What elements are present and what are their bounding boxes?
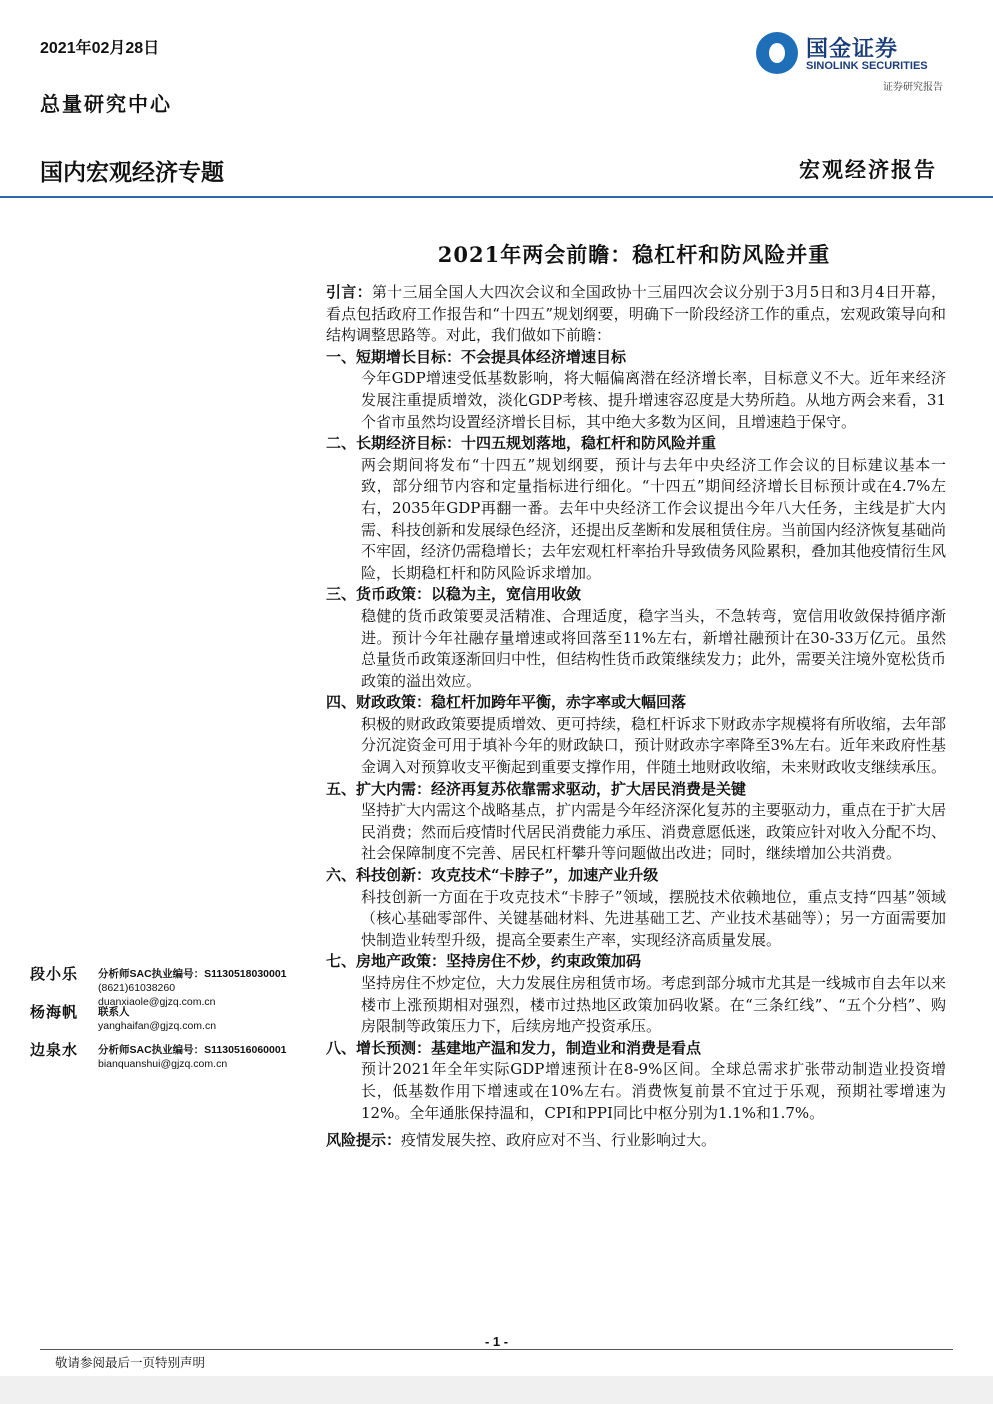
analyst-name: 段小乐 [30, 965, 79, 983]
report-title: 2021年两会前瞻：稳杠杆和防风险并重 [437, 242, 831, 267]
analyst-sac-number: S1130518030001 [204, 968, 287, 980]
section-title: 三、货币政策：以稳为主，宽信用收敛 [326, 585, 582, 604]
section [326, 865, 946, 951]
analyst-info [98, 1043, 287, 1071]
section [326, 951, 946, 1037]
header-divider [0, 196, 993, 198]
section-body: 稳健的货币政策要灵活精准、合理适度，稳字当头，不急转弯，宽信用收敛保持循序渐进。预计今年社融存量增速或将回落至11%左右，新增社融预计在30-33万亿元。虽然总量货币政策逐渐回归中性，但结构性货币政策继续发力；此外，需要关注境外宽松货币政策的溢出效应。 [361, 606, 947, 690]
section [326, 692, 946, 778]
risk-warning [326, 1130, 946, 1152]
intro-text: 第十三届全国人大四次会议和全国政协十三届四次会议分别于3月5日和3月4日开幕，看点包括政府工作报告和“十四五”规划纲要，明确下一阶段经济工作的重点，宏观政策导向和结构调整思路等。对此，我们做如下前瞻： [326, 283, 946, 345]
section-title: 八、增长预测：基建地产温和发力，制造业和消费是看点 [326, 1038, 702, 1057]
section [326, 779, 946, 865]
footer-disclaimer: 敬请参阅最后一页特别声明 [55, 1355, 206, 1370]
report-date: 2021年02月28日 [40, 40, 160, 57]
section-body: 坚持扩大内需这个战略基点，扩内需是今年经济深化复苏的主要驱动力，重点在于扩大居民消费；然而后疫情时代居民消费能力承压、消费意愿低迷，政策应针对收入分配不均、社会保障制度不完善、居民杠杆攀升等问题做出改进；同时，继续增加公共消费。 [361, 801, 947, 863]
section [326, 584, 946, 692]
analyst-role: 联系人 [98, 1006, 130, 1018]
analyst-sac-number: S1130516060001 [204, 1044, 287, 1056]
analyst-list [30, 963, 320, 1077]
report-type: 宏观经济报告 [799, 157, 937, 182]
intro-label: 引言： [326, 283, 372, 301]
report-label: 证券研究报告 [883, 82, 943, 93]
logo-english-name: SINOLINK SECURITIES [806, 60, 928, 72]
analyst-name: 杨海帆 [30, 1003, 79, 1021]
section-body: 预计2021年全年实际GDP增速预计在8-9%区间。全球总需求扩张带动制造业投资增长，低基数作用下增速或在10%左右。消费恢复前景不宜过于乐观，预期社零增速为12%。全年通胀保持温和，CPI和PPI同比中枢分别为1.1%和1.7%。 [361, 1060, 946, 1122]
section-title: 一、短期增长目标：不会提具体经济增速目标 [326, 347, 627, 366]
section-body: 科技创新一方面在于攻克技术“卡脖子”领域，摆脱技术依赖地位，重点支持“四基”领域（核心基础零部件、关键基础材料、先进基础工艺、产业技术基础等）；另一方面需要加快制造业转型升级，提高全要素生产率，实现经济高质量发展。 [361, 887, 946, 949]
research-center-name: 总量研究中心 [40, 92, 172, 116]
page-number: - 1 - [484, 1334, 509, 1349]
analyst-entry [30, 963, 320, 1008]
analyst-entry [30, 1039, 320, 1077]
section-title: 六、科技创新：攻克技术“卡脖子”，加速产业升级 [326, 866, 659, 885]
section-title: 七、房地产政策：坚持房住不炒，约束政策加码 [326, 952, 642, 971]
footer-divider [40, 1349, 953, 1350]
analyst-phone: (8621)61038260 [98, 982, 176, 994]
analyst-entry [30, 1001, 320, 1039]
footer-band [0, 1376, 993, 1404]
risk-text: 疫情发展失控、政府应对不当、行业影响过大。 [401, 1131, 717, 1150]
section-title: 四、财政政策：稳杠杆加跨年平衡，赤字率或大幅回落 [326, 693, 687, 712]
analyst-email[interactable]: duanxiaole@gjzq.com.cn [98, 996, 216, 1008]
intro-paragraph [326, 282, 946, 347]
section [326, 1038, 946, 1124]
analyst-name: 边泉水 [30, 1041, 79, 1059]
logo-mark-icon [756, 32, 798, 74]
analyst-role: 分析师SAC执业编号： [98, 1044, 205, 1056]
company-logo [756, 32, 946, 76]
section-body: 坚持房住不炒定位，大力发展住房租赁市场。考虑到部分城市尤其是一线城市自去年以来楼市上涨预期相对强烈，楼市过热地区政策加码收紧。在“三条红线”、“五个分档”、购房限制等政策压力下，后续房地产投资承压。 [361, 974, 947, 1036]
risk-label: 风险提示： [326, 1131, 402, 1150]
section-body: 两会期间将发布“十四五”规划纲要，预计与去年中央经济工作会议的目标建议基本一致，部分细节内容和定量指标进行细化。“十四五”期间经济增长目标预计或在4.7%左右，2035年GDP再翻一番。去年中央经济工作会议提出今年八大任务，主线是扩大内需、科技创新和发展绿色经济，还提出反垄断和发展租赁住房。当前国内经济恢复基础尚不牢固，经济仍需稳增长；去年宏观杠杆率抬升导致债务风险累积，叠加其他疫情衍生风险，长期稳杠杆和防风险诉求增加。 [361, 455, 947, 582]
analyst-email[interactable]: yanghaifan@gjzq.com.cn [98, 1020, 217, 1032]
section [326, 347, 946, 433]
section-body: 积极的财政政策要提质增效、更可持续，稳杠杆诉求下财政赤字规模将有所收缩，去年部分沉淀资金可用于填补今年的财政缺口，预计财政赤字率降至3%左右。近年来政府性基金调入对预算收支平衡起到重要支撑作用，伴随土地财政收缩，未来财政收支继续承压。 [361, 714, 947, 777]
report-topic: 国内宏观经济专题 [40, 160, 224, 186]
analyst-email[interactable]: bianquanshui@gjzq.com.cn [98, 1058, 228, 1070]
section-title: 二、长期经济目标：十四五规划落地，稳杠杆和防风险并重 [326, 434, 717, 453]
analyst-role: 分析师SAC执业编号： [98, 968, 205, 980]
logo-chinese-name: 国金证券 [806, 37, 899, 62]
section [326, 433, 946, 584]
analyst-info [98, 1005, 216, 1033]
section-body: 今年GDP增速受低基数影响，将大幅偏离潜在经济增长率，目标意义不大。近年来经济发展注重提质增效，淡化GDP考核、提升增速容忍度是大势所趋。从地方两会来看，31个省市虽然均设置经济增长目标，其中绝大多数为区间，且增速趋于保守。 [361, 369, 946, 431]
report-body [326, 282, 946, 1152]
section-title: 五、扩大内需：经济再复苏依靠需求驱动，扩大居民消费是关键 [326, 779, 747, 798]
